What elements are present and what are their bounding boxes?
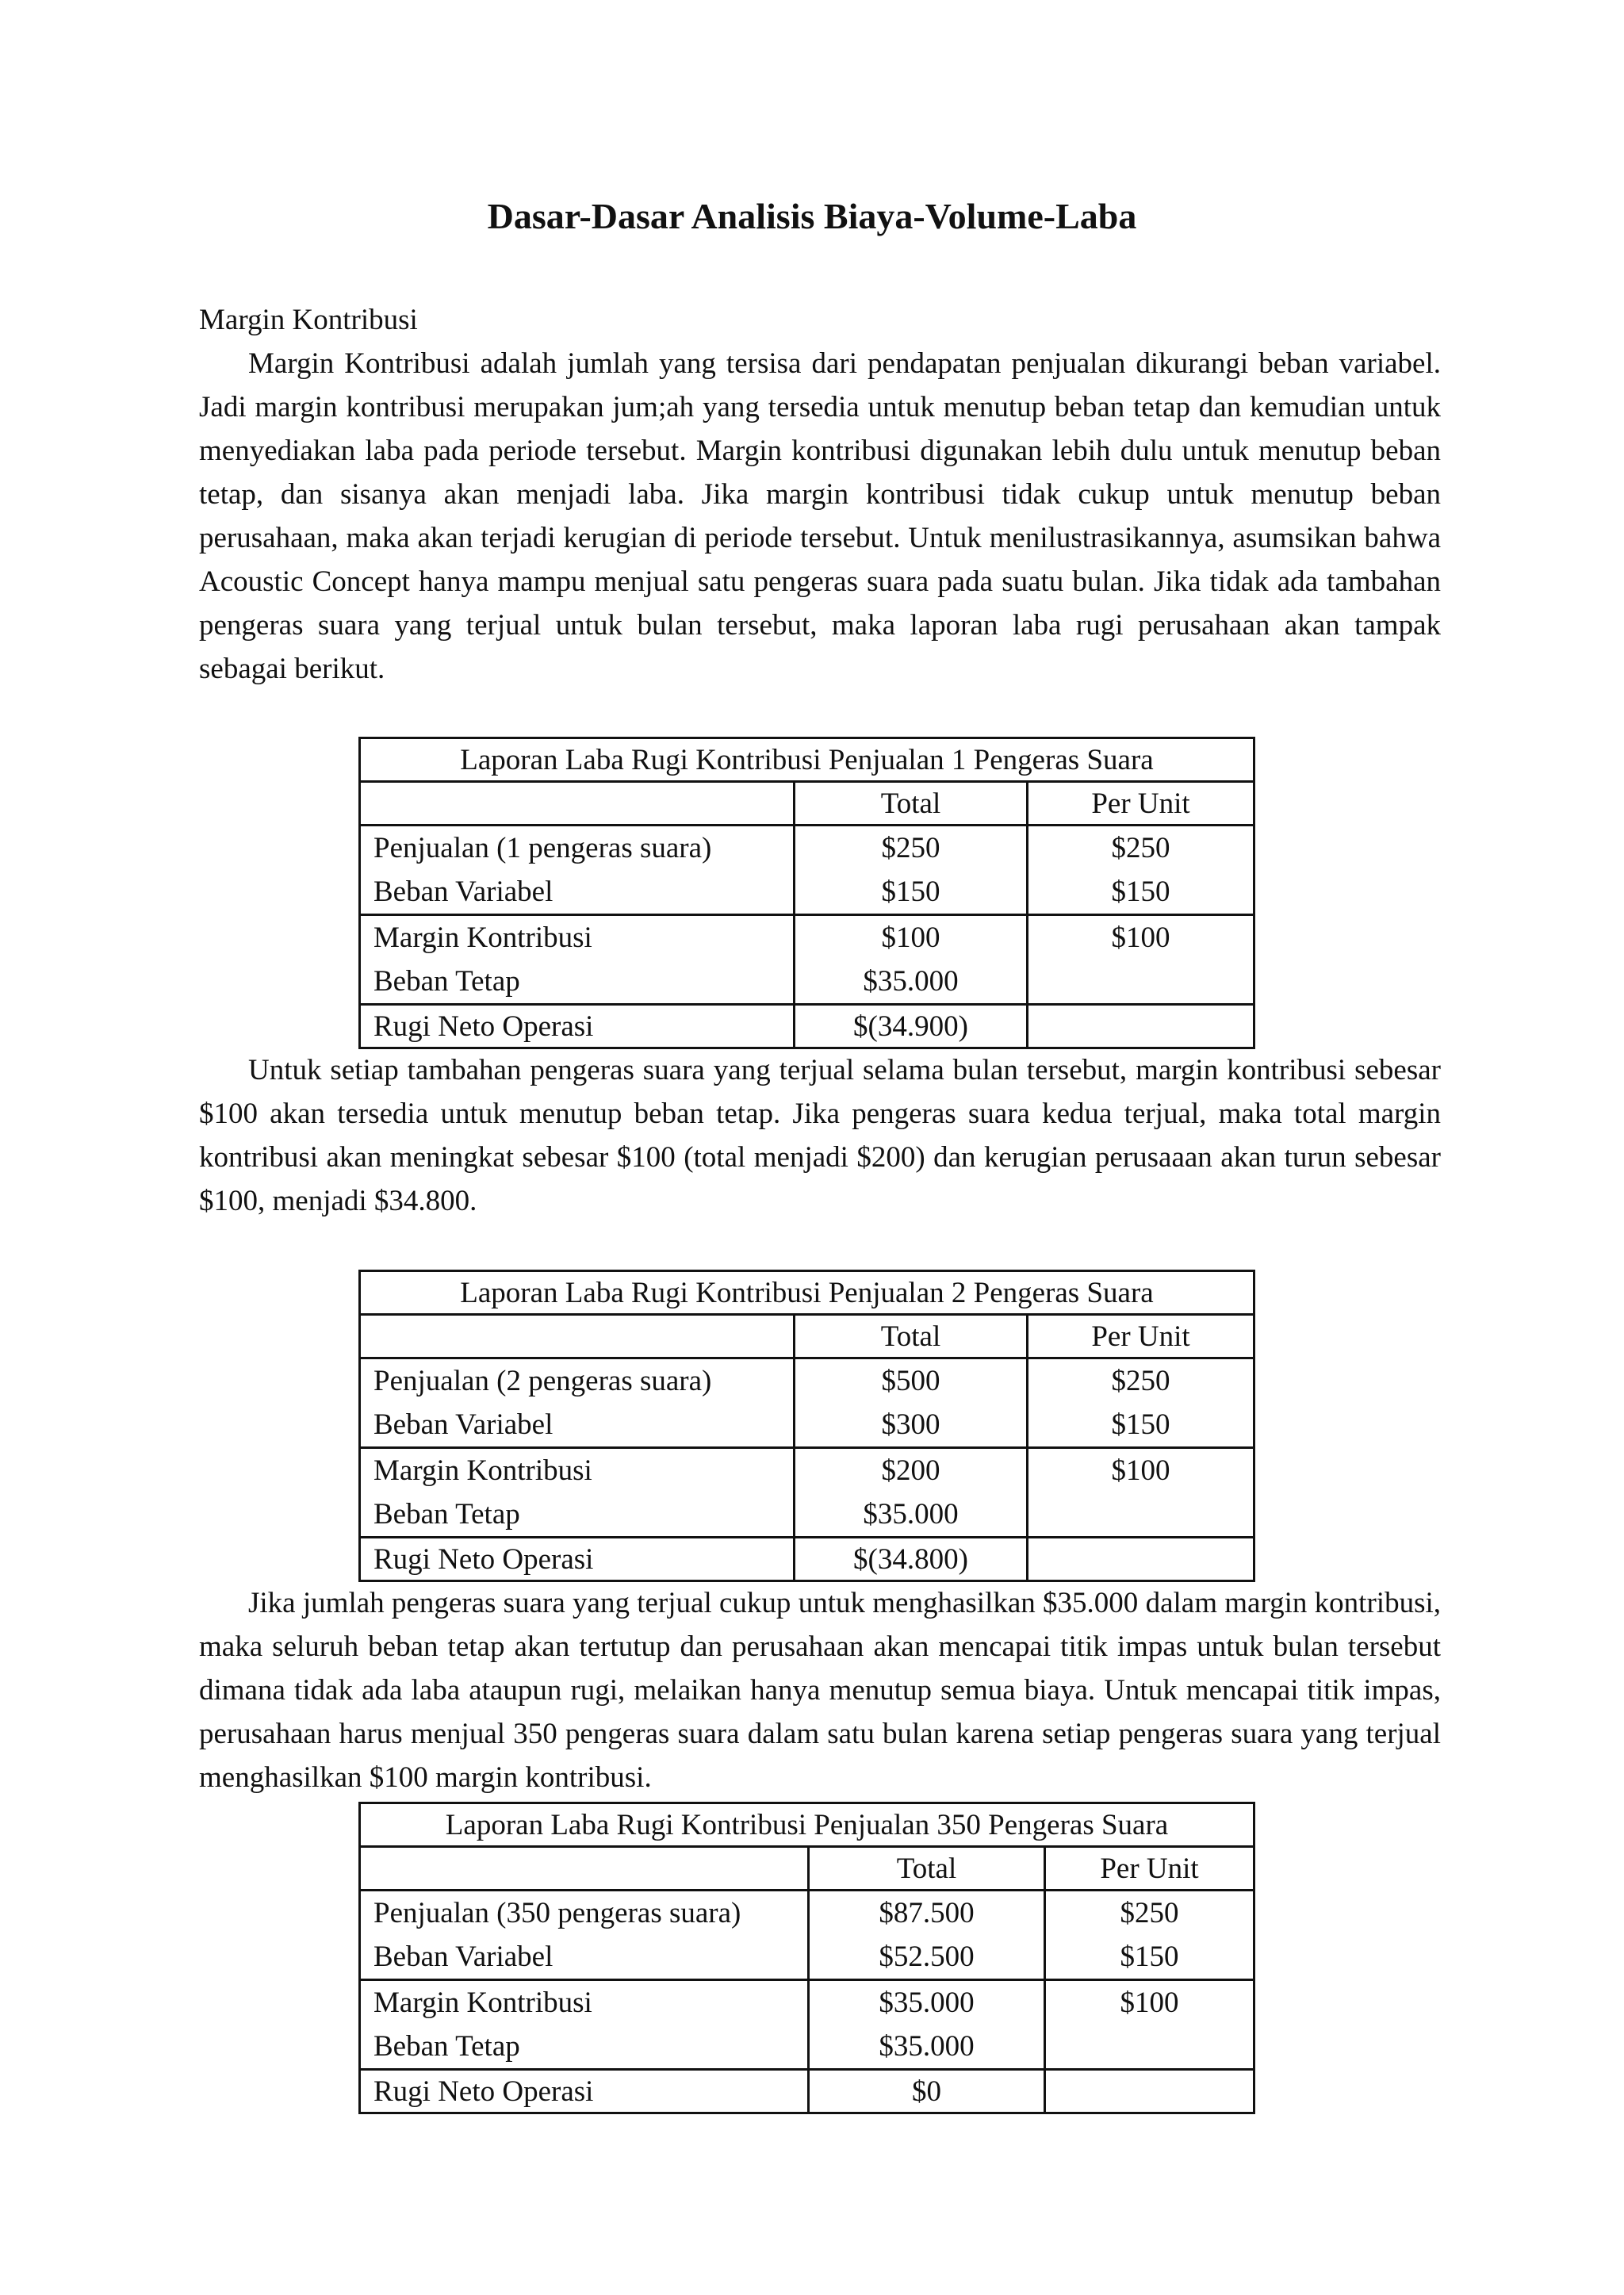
row-per-unit: $100: [1028, 915, 1254, 960]
row-total: $150: [795, 870, 1028, 915]
row-label: Margin Kontribusi: [360, 1448, 795, 1493]
row-label: Penjualan (1 pengeras suara): [360, 826, 795, 871]
row-label: Beban Variabel: [360, 1935, 809, 1980]
row-per-unit: [1028, 1492, 1254, 1538]
row-total: $35.000: [795, 1492, 1028, 1538]
row-per-unit: $100: [1028, 1448, 1254, 1493]
row-label: Penjualan (2 pengeras suara): [360, 1358, 795, 1404]
row-per-unit: [1028, 960, 1254, 1005]
row-label: Margin Kontribusi: [360, 1980, 809, 2025]
section-heading: Margin Kontribusi: [199, 304, 418, 336]
row-per-unit: [1028, 1538, 1254, 1581]
row-total: $52.500: [809, 1935, 1045, 1980]
table-title: Laporan Laba Rugi Kontribusi Penjualan 2 Pengeras Suara: [360, 1271, 1254, 1315]
row-total: $35.000: [809, 1980, 1045, 2025]
row-total: $35.000: [795, 960, 1028, 1005]
table-title: Laporan Laba Rugi Kontribusi Penjualan 1 Pengeras Suara: [360, 738, 1254, 782]
row-per-unit: $250: [1045, 1891, 1254, 1936]
header-total: Total: [795, 782, 1028, 826]
paragraph-1: Margin Kontribusi adalah jumlah yang tersisa dari pendapatan penjualan dikurangi beban variabel. Jadi margin kontribusi merupakan jum;ah yang tersedia untuk menutup beban tetap dan kemudian untuk menyediakan laba pada periode tersebut. Margin kontribusi digunakan lebih dulu untuk menutup beban tetap, dan sisanya akan menjadi laba. Jika margin kontribusi tidak cukup untuk menutup beban perusahaan, maka akan terjadi kerugian di periode tersebut. Untuk menilustrasikannya, asumsikan bahwa Acoustic Concept hanya mampu menjual satu pengeras suara pada suatu bulan. Jika tidak ada tambahan pengeras suara yang terjual untuk bulan tersebut, maka laporan laba rugi perusahaan akan tampak sebagai berikut.: [199, 347, 1441, 685]
row-total: $250: [795, 826, 1028, 871]
row-per-unit: $150: [1045, 1935, 1254, 1980]
header-per-unit: Per Unit: [1045, 1847, 1254, 1891]
header-per-unit: Per Unit: [1028, 782, 1254, 826]
header-empty-cell: [360, 1847, 809, 1891]
paragraph-3-block: [199, 1581, 1441, 1799]
row-label: Beban Tetap: [360, 2025, 809, 2070]
paragraph-2-block: [199, 1048, 1441, 1223]
row-per-unit: [1045, 2070, 1254, 2113]
row-total: $(34.800): [795, 1538, 1028, 1581]
row-label: Beban Tetap: [360, 1492, 795, 1538]
row-label: Rugi Neto Operasi: [360, 1005, 795, 1048]
row-per-unit: $150: [1028, 1403, 1254, 1448]
row-total: $35.000: [809, 2025, 1045, 2070]
row-per-unit: $250: [1028, 1358, 1254, 1404]
intro-block: [199, 298, 1441, 691]
row-per-unit: $150: [1028, 870, 1254, 915]
row-total: $(34.900): [795, 1005, 1028, 1048]
row-label: Penjualan (350 pengeras suara): [360, 1891, 809, 1936]
row-total: $500: [795, 1358, 1028, 1404]
row-label: Rugi Neto Operasi: [360, 1538, 795, 1581]
header-per-unit: Per Unit: [1028, 1315, 1254, 1358]
row-per-unit: [1045, 2025, 1254, 2070]
row-label: Beban Tetap: [360, 960, 795, 1005]
row-total: $200: [795, 1448, 1028, 1493]
row-per-unit: $100: [1045, 1980, 1254, 2025]
paragraph-2: Untuk setiap tambahan pengeras suara yang terjual selama bulan tersebut, margin kontribusi sebesar $100 akan tersedia untuk menutup beban tetap. Jika pengeras suara kedua terjual, maka total margin kontribusi akan meningkat sebesar $100 (total menjadi $200) dan kerugian perusaaan akan turun sebesar $100, menjadi $34.800.: [199, 1054, 1441, 1217]
row-label: Rugi Neto Operasi: [360, 2070, 809, 2113]
row-total: $300: [795, 1403, 1028, 1448]
row-total: $0: [809, 2070, 1045, 2113]
header-empty-cell: [360, 1315, 795, 1358]
header-total: Total: [795, 1315, 1028, 1358]
row-label: Margin Kontribusi: [360, 915, 795, 960]
row-total: $87.500: [809, 1891, 1045, 1936]
row-label: Beban Variabel: [360, 1403, 795, 1448]
row-per-unit: [1028, 1005, 1254, 1048]
paragraph-3: Jika jumlah pengeras suara yang terjual cukup untuk menghasilkan $35.000 dalam margin kontribusi, maka seluruh beban tetap akan tertutup dan perusahaan akan mencapai titik impas untuk bulan tersebut dimana tidak ada laba ataupun rugi, melaikan hanya menutup semua biaya. Untuk mencapai titik impas, perusahaan harus menjual 350 pengeras suara dalam satu bulan karena setiap pengeras suara yang terjual menghasilkan $100 margin kontribusi.: [199, 1587, 1441, 1794]
header-empty-cell: [360, 782, 795, 826]
row-label: Beban Variabel: [360, 870, 795, 915]
report-table-1: [358, 737, 1255, 1049]
report-table-2: [358, 1270, 1255, 1582]
header-total: Total: [809, 1847, 1045, 1891]
report-table-3: [358, 1802, 1255, 2114]
row-total: $100: [795, 915, 1028, 960]
table-title: Laporan Laba Rugi Kontribusi Penjualan 350 Pengeras Suara: [360, 1803, 1254, 1847]
page-title: Dasar-Dasar Analisis Biaya-Volume-Laba: [487, 196, 1137, 236]
row-per-unit: $250: [1028, 826, 1254, 871]
